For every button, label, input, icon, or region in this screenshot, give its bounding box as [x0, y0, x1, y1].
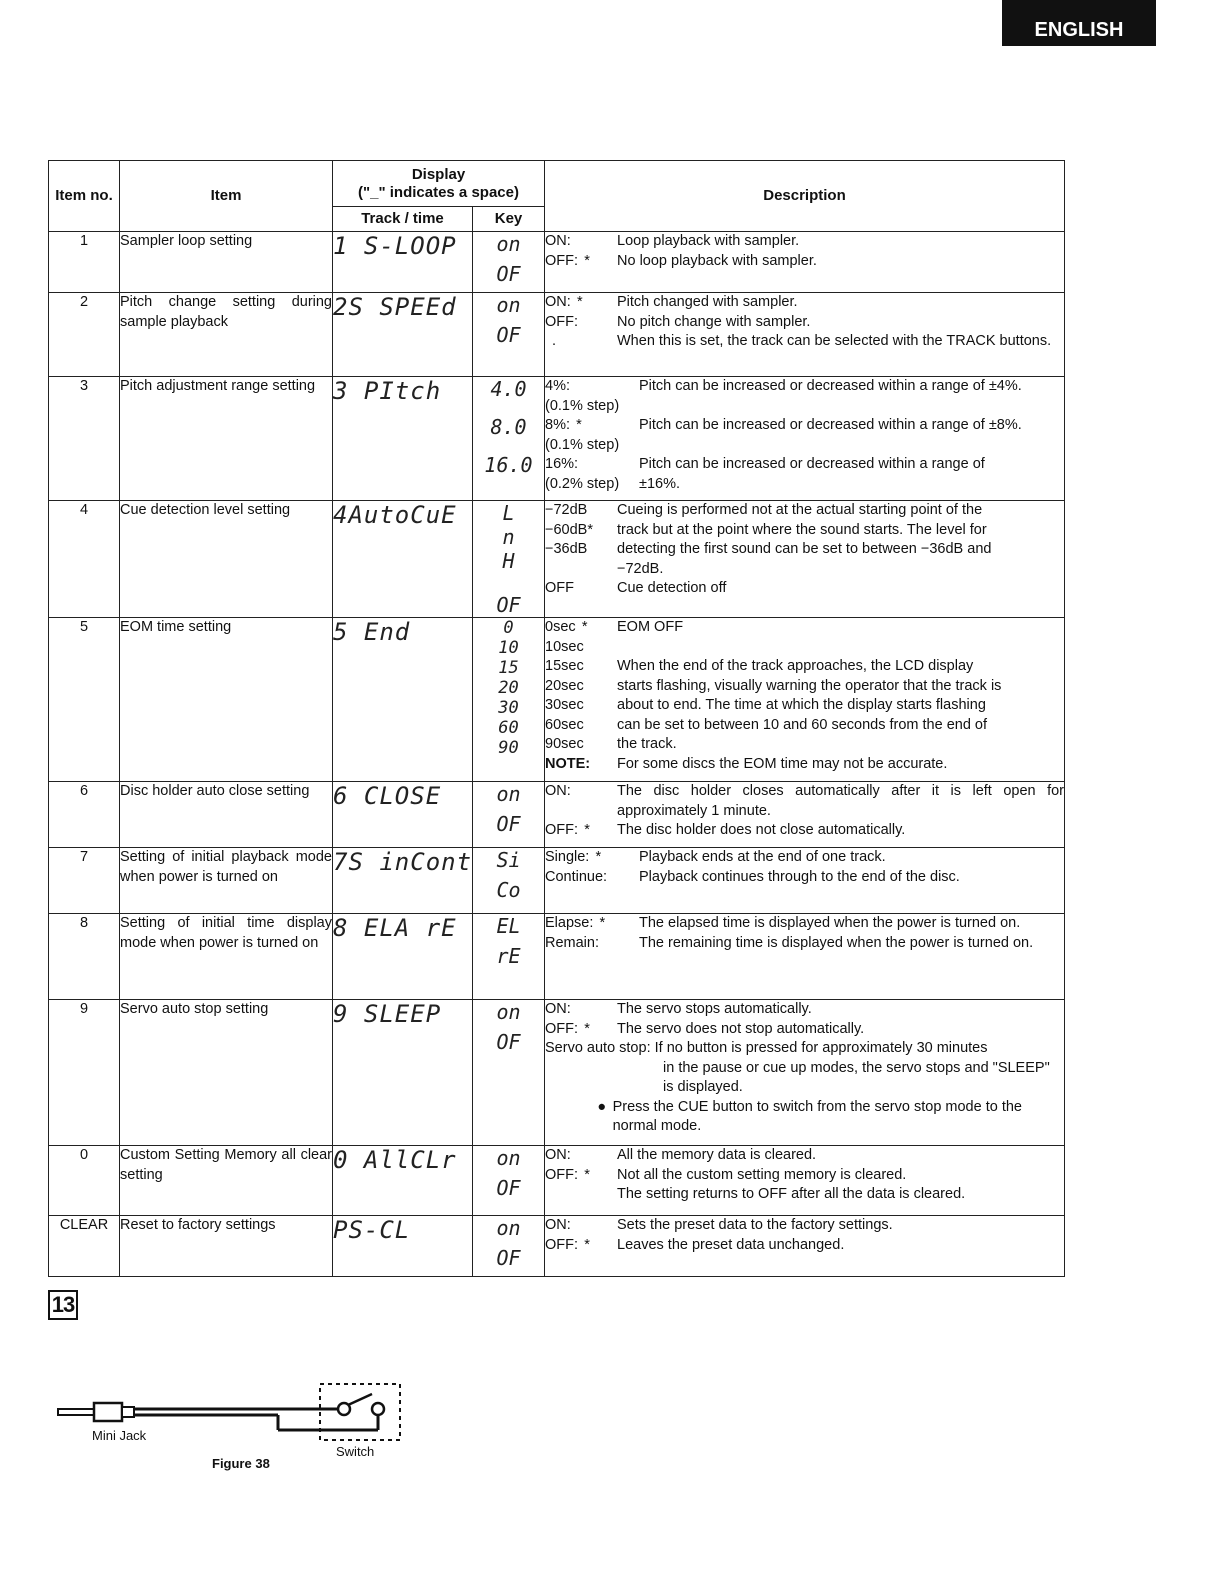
key-value: OF	[496, 812, 521, 836]
default-marker: *	[576, 294, 583, 310]
default-marker: *	[599, 915, 606, 931]
track-time-display	[333, 293, 473, 377]
description-key-text: (0.1% step)	[545, 436, 620, 453]
description-value: Playback continues through to the end of the disc.	[639, 868, 960, 885]
table-row	[49, 1146, 1065, 1216]
description-list	[545, 293, 1064, 352]
description-key	[545, 455, 639, 475]
servo-note-continued: in the pause or cue up modes, the servo stops and "SLEEP" is displayed.	[663, 1059, 1050, 1095]
description-key-text: 30sec	[545, 697, 584, 713]
description-value: ±16%.	[639, 475, 681, 492]
track-time-display	[333, 618, 473, 782]
description	[545, 1146, 1065, 1216]
lcd-display-text: 6 CLOSE	[333, 782, 442, 810]
description-key-text: NOTE:	[545, 755, 591, 772]
description	[545, 848, 1065, 914]
description	[545, 293, 1065, 377]
default-marker: *	[584, 1166, 590, 1183]
description-value: The elapsed time is displayed when the power is turned on.	[639, 915, 1021, 931]
item-number: 6	[49, 782, 120, 848]
description	[545, 1000, 1065, 1146]
header-track-time: Track / time	[333, 207, 473, 232]
key-values	[473, 1000, 544, 1060]
description	[545, 618, 1065, 782]
description	[545, 232, 1065, 293]
item-name: EOM time setting	[120, 618, 333, 782]
item-name: Cue detection level setting	[120, 501, 333, 618]
description-key	[545, 848, 639, 868]
item-number: 3	[49, 377, 120, 501]
description-key-text: 8%:	[545, 417, 570, 433]
description	[545, 501, 1065, 618]
item-number: 0	[49, 1146, 120, 1216]
key-values	[473, 293, 544, 353]
table-row	[49, 914, 1065, 1000]
description-key	[545, 416, 639, 436]
description-value: No loop playback with sampler.	[617, 252, 817, 269]
key-values	[473, 1146, 544, 1206]
description-value: Playback ends at the end of one track.	[639, 849, 886, 865]
description-key	[545, 914, 639, 934]
track-time-display	[333, 501, 473, 618]
table-row	[49, 782, 1065, 848]
track-time-display	[333, 377, 473, 501]
key-value: OF	[496, 1176, 521, 1200]
description-key-text: −60dB*	[545, 521, 593, 538]
item-number: 2	[49, 293, 120, 377]
description-key	[545, 232, 617, 252]
description-value: Pitch can be increased or decreased within a range of ±8%.	[639, 417, 1022, 433]
description-value: All the memory data is cleared.	[617, 1147, 817, 1163]
description-value: The disc holder does not close automatically.	[617, 822, 906, 838]
description-value: Cue detection off	[617, 580, 727, 596]
key-value: on	[496, 1146, 521, 1170]
key-display	[473, 1216, 545, 1277]
item-number: 7	[49, 848, 120, 914]
key-display	[473, 782, 545, 848]
key-value: EL	[496, 914, 521, 938]
key-values	[473, 1216, 544, 1276]
description-value: track but at the point where the sound starts. The level for	[617, 521, 987, 538]
key-value: OF	[496, 593, 521, 617]
description-key-text: OFF:	[545, 313, 579, 330]
key-display	[473, 377, 545, 501]
figure-38	[56, 1378, 416, 1478]
description-value: detecting the first sound can be set to between −36dB and	[617, 541, 992, 557]
key-value: on	[496, 293, 521, 317]
item-name: Setting of initial playback mode when power is turned on	[120, 848, 333, 914]
lcd-display-text: 4AutoCuE	[333, 501, 457, 529]
mini-jack-icon	[58, 1403, 134, 1421]
header-key: Key	[473, 207, 545, 232]
description-list	[545, 1000, 1064, 1039]
description-key	[545, 1236, 617, 1256]
description-list	[545, 1216, 1064, 1255]
description	[545, 914, 1065, 1000]
description-key	[545, 677, 617, 697]
figure-caption: Figure 38	[212, 1456, 270, 1471]
description-key-text: ON:	[545, 1217, 571, 1233]
description-key	[545, 521, 617, 541]
key-value: 4.0	[490, 377, 527, 401]
description-value: Loop playback with sampler.	[617, 233, 800, 249]
description-key-text: 4%:	[545, 378, 570, 394]
mini-jack-label: Mini Jack	[92, 1428, 147, 1443]
description-key	[545, 638, 617, 658]
key-value: 60	[498, 718, 519, 738]
table-row	[49, 501, 1065, 618]
description-value: the track.	[617, 736, 677, 752]
description-key	[545, 821, 617, 841]
description-key-text: OFF:	[545, 1166, 579, 1183]
description-key-text: (0.2% step)	[545, 475, 620, 492]
description-value: No pitch change with sampler.	[617, 313, 811, 330]
key-value: on	[496, 1000, 521, 1024]
key-values	[473, 377, 544, 491]
description-key-text: 90sec	[545, 736, 584, 752]
key-display	[473, 848, 545, 914]
description-key-text: 15sec	[545, 658, 584, 674]
default-marker: *	[584, 1020, 590, 1037]
description-key-text: 60sec	[545, 716, 584, 733]
description-value: When this is set, the track can be selected with the TRACK buttons.	[617, 333, 1052, 349]
key-value: 8.0	[490, 415, 527, 439]
track-time-display	[333, 848, 473, 914]
description-value: For some discs the EOM time may not be accurate.	[617, 755, 948, 772]
track-time-display	[333, 1000, 473, 1146]
description-value: The disc holder closes automatically after it is left open for approximately 1 minute.	[617, 783, 1064, 819]
description-key-text: OFF	[545, 580, 574, 596]
header-item: Item	[120, 161, 333, 232]
description-key	[545, 618, 617, 638]
item-name: Pitch adjustment range setting	[120, 377, 333, 501]
table-row	[49, 232, 1065, 293]
description-value: can be set to between 10 and 60 seconds from the end of	[617, 716, 988, 733]
description-value: about to end. The time at which the display starts flashing	[617, 697, 986, 713]
description-key	[545, 934, 639, 954]
description-value	[617, 638, 1064, 658]
description-key	[545, 501, 617, 521]
description-value: The remaining time is displayed when the power is turned on.	[639, 934, 1034, 951]
lcd-display-text: 5 End	[333, 618, 411, 646]
key-value: Si	[496, 848, 521, 872]
description	[545, 782, 1065, 848]
description-key	[545, 293, 617, 313]
key-value: 90	[498, 738, 519, 758]
key-values	[473, 501, 544, 617]
description-key	[545, 377, 639, 397]
lcd-display-text: 0 AllCLr	[333, 1146, 457, 1174]
description	[545, 1216, 1065, 1277]
description-value: Pitch can be increased or decreased within a range of ±4%.	[639, 378, 1022, 394]
description-list	[545, 914, 1064, 953]
description-key	[545, 436, 1064, 456]
key-display	[473, 232, 545, 293]
key-values	[473, 914, 544, 974]
description-key	[545, 657, 617, 677]
description-key	[545, 735, 617, 755]
servo-note-bullet	[545, 1098, 1064, 1137]
key-display	[473, 1146, 545, 1216]
description-key	[545, 782, 617, 821]
switch-icon	[320, 1384, 400, 1440]
description-key	[545, 560, 617, 580]
description-key-text: Continue:	[545, 868, 608, 885]
default-marker: *	[584, 252, 590, 269]
lcd-display-text: 3 PItch	[333, 377, 442, 405]
track-time-display	[333, 232, 473, 293]
default-marker: *	[595, 849, 602, 865]
key-value: OF	[496, 1246, 521, 1270]
key-value: 30	[498, 698, 519, 718]
description-list	[545, 377, 1064, 494]
item-name: Custom Setting Memory all clear setting	[120, 1146, 333, 1216]
key-display	[473, 1000, 545, 1146]
bullet-text: Press the CUE button to switch from the servo stop mode to the normal mode.	[612, 1098, 1022, 1134]
description-value: Pitch can be increased or decreased within a range of	[639, 456, 985, 472]
servo-note-lead: Servo auto stop: If no button is pressed for approximately 30 minutes	[545, 1040, 988, 1056]
description-list	[545, 848, 1064, 887]
header-display	[333, 161, 545, 207]
default-marker: *	[581, 619, 588, 635]
description-list	[545, 618, 1064, 774]
key-value: n	[502, 525, 515, 549]
lcd-display-text: PS-CL	[333, 1216, 411, 1244]
description-value: Pitch changed with sampler.	[617, 294, 798, 310]
description-key-text: −72dB	[545, 502, 588, 518]
description-value: The servo stops automatically.	[617, 1001, 812, 1017]
description-value: The setting returns to OFF after all the data is cleared.	[617, 1186, 966, 1202]
description-key-text: 10sec	[545, 638, 584, 655]
key-value: H	[502, 549, 515, 573]
table-row	[49, 1000, 1065, 1146]
description-value: Not all the custom setting memory is cleared.	[617, 1166, 907, 1183]
key-value: on	[496, 782, 521, 806]
bullet-icon: ●	[597, 1098, 607, 1115]
description-key-text: Elapse:	[545, 915, 594, 931]
description-key-text: ON:	[545, 1147, 571, 1163]
description-key	[545, 1146, 617, 1166]
key-value: 20	[498, 678, 519, 698]
key-values	[473, 232, 544, 292]
description-key-text: ON:	[545, 233, 571, 249]
description-key-text: ON:	[545, 783, 571, 799]
default-marker: *	[584, 1236, 590, 1253]
key-value: 10	[498, 638, 519, 658]
item-name: Sampler loop setting	[120, 232, 333, 293]
description-list	[545, 782, 1064, 841]
description-key-text: −36dB	[545, 541, 588, 557]
header-item-no: Item no.	[49, 161, 120, 232]
description-key	[545, 540, 617, 560]
lcd-display-text: 8 ELA rE	[333, 914, 457, 942]
item-name: Servo auto stop setting	[120, 1000, 333, 1146]
description-value: Cueing is performed not at the actual starting point of the	[617, 502, 983, 518]
description-key	[545, 755, 617, 775]
header-display-note: ("_" indicates a space)	[358, 183, 519, 201]
lcd-display-text: 1 S-LOOP	[333, 232, 457, 260]
key-value: OF	[496, 262, 521, 286]
table-row	[49, 1216, 1065, 1277]
description-list	[545, 501, 1064, 599]
track-time-display	[333, 914, 473, 1000]
item-number: 8	[49, 914, 120, 1000]
lcd-display-text: 2S SPEEd	[333, 293, 457, 321]
default-marker: *	[576, 417, 582, 433]
table-row	[49, 377, 1065, 501]
table-row	[49, 848, 1065, 914]
description-value: When the end of the track approaches, the LCD display	[617, 658, 974, 674]
key-values	[473, 848, 544, 908]
track-time-display	[333, 782, 473, 848]
default-marker: *	[584, 822, 590, 838]
description-list	[545, 232, 1064, 271]
track-time-display	[333, 1216, 473, 1277]
description-key-text: Remain:	[545, 934, 599, 951]
description	[545, 377, 1065, 501]
track-time-display	[333, 1146, 473, 1216]
description-key	[545, 1185, 617, 1205]
key-value: Co	[496, 878, 521, 902]
description-key-text: OFF:	[545, 1236, 579, 1253]
description-key-text: Single:	[545, 849, 590, 865]
description-value: EOM OFF	[617, 619, 684, 635]
description-key-text: ON:	[545, 294, 571, 310]
description-key	[545, 1020, 617, 1040]
key-value: OF	[496, 1030, 521, 1054]
description-key	[545, 397, 1064, 417]
key-display	[473, 293, 545, 377]
description-key	[545, 1216, 617, 1236]
description-key-text: 0sec	[545, 619, 576, 635]
item-number: 1	[49, 232, 120, 293]
description-value: starts flashing, visually warning the operator that the track is	[617, 677, 1002, 694]
description-key	[545, 696, 617, 716]
description-key-text: OFF:	[545, 1020, 579, 1037]
header-display-title: Display	[411, 165, 466, 183]
key-value: OF	[496, 323, 521, 347]
description-value: The servo does not stop automatically.	[617, 1020, 865, 1037]
key-value: on	[496, 232, 521, 256]
page-number: 13	[48, 1290, 78, 1320]
description-key-text: ON:	[545, 1001, 571, 1017]
key-value: 16.0	[484, 453, 533, 477]
table-row	[49, 293, 1065, 377]
key-value: 15	[498, 658, 519, 678]
table-body	[49, 232, 1065, 1277]
description-key-text: 16%:	[545, 456, 579, 472]
header-description: Description	[545, 161, 1065, 232]
description-key	[545, 313, 617, 333]
item-name: Reset to factory settings	[120, 1216, 333, 1277]
description-value: Sets the preset data to the factory settings.	[617, 1217, 893, 1233]
key-value: rE	[496, 944, 521, 968]
table-row	[49, 618, 1065, 782]
item-number: CLEAR	[49, 1216, 120, 1277]
key-display	[473, 914, 545, 1000]
key-values	[473, 782, 544, 842]
item-number: 5	[49, 618, 120, 782]
description-key	[545, 475, 639, 495]
description-key	[545, 1166, 617, 1186]
key-value: L	[502, 501, 515, 525]
item-name: Pitch change setting during sample playback	[120, 293, 333, 377]
description-list	[545, 1146, 1064, 1205]
description-key-text: 20sec	[545, 677, 584, 694]
description-key-text: (0.1% step)	[545, 397, 620, 414]
description-key	[545, 252, 617, 272]
key-value: on	[496, 1216, 521, 1240]
key-values	[473, 618, 544, 758]
lcd-display-text: 9 SLEEP	[333, 1000, 442, 1028]
item-number: 9	[49, 1000, 120, 1146]
description-value: −72dB.	[617, 560, 664, 577]
description-value: Leaves the preset data unchanged.	[617, 1236, 845, 1253]
description-key	[545, 1000, 617, 1020]
key-display	[473, 501, 545, 618]
language-badge: ENGLISH	[1002, 0, 1156, 46]
description-key-text: OFF:	[545, 252, 579, 269]
key-value: 0	[503, 618, 514, 638]
description-key-text: OFF:	[545, 822, 579, 838]
custom-settings-table	[48, 160, 1065, 1277]
description-key	[545, 868, 639, 888]
description-key	[545, 716, 617, 736]
description-key	[545, 332, 617, 352]
item-name: Setting of initial time display mode when power is turned on	[120, 914, 333, 1000]
key-display	[473, 618, 545, 782]
item-name: Disc holder auto close setting	[120, 782, 333, 848]
switch-label: Switch	[336, 1444, 375, 1459]
item-number: 4	[49, 501, 120, 618]
default-marker: .	[551, 333, 557, 349]
lcd-display-text: 7S inCont	[333, 848, 473, 876]
description-key	[545, 579, 617, 599]
